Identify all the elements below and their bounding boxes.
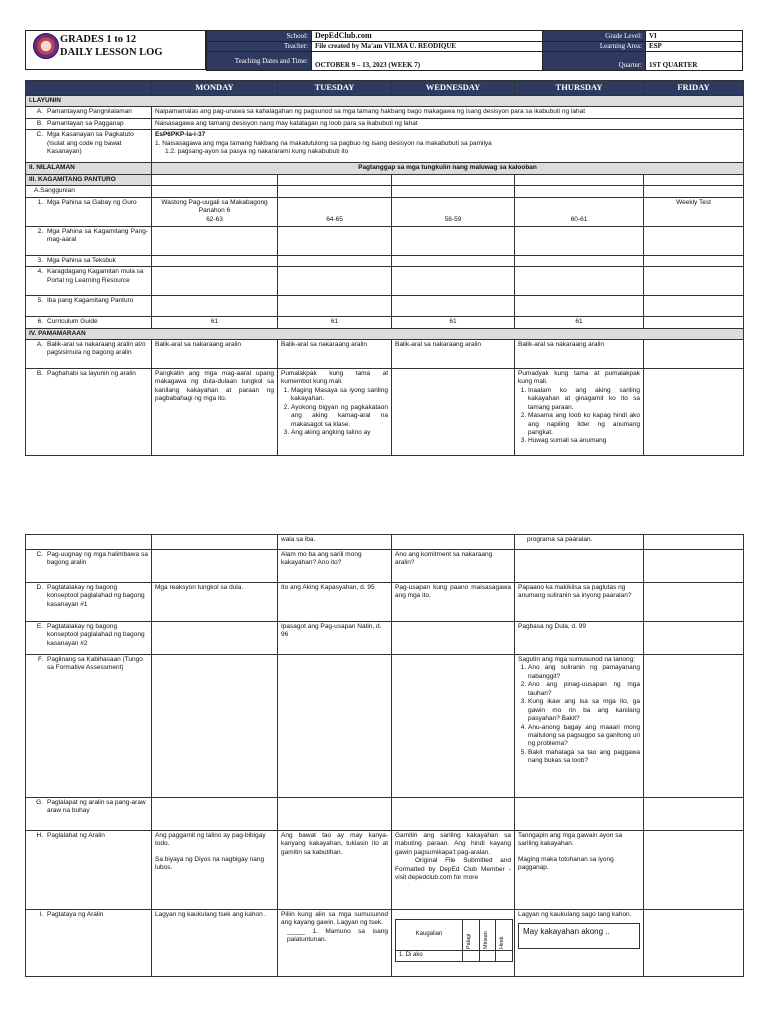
- pagtataya-mon: Lagyan ng kaukulang tsek ang kahon .: [152, 910, 278, 977]
- fri-weekly-test: Weekly Test: [644, 197, 744, 226]
- teacher-value: File created by Ma'am VILMA U. REODIQUE: [312, 42, 543, 52]
- paglalahat-mon-1: Ang paggamit ng talino ay pag-bibigay todo.: [155, 832, 266, 848]
- checkbox-hindi[interactable]: [496, 951, 513, 962]
- row-sanggunian: [26, 186, 744, 197]
- tue-pages: 64-65: [278, 197, 392, 226]
- row-label: Mga Pahina sa Kagamitang Pang-mag-aaral: [47, 227, 148, 244]
- list-item: 2. Masama ang loob ko kapag hindi ako ang napiling lider ng anumang pangkat.: [528, 412, 640, 437]
- paghahabi-mon: Pangkatin ang mga mag-aaral upang makagawa ng dula-dulaan tungkol sa kanilang kakayahan at paraan ng pagbabahagi ng mga ito.: [152, 368, 278, 455]
- row-label: Paglinang sa Kabihasaan (Tungo sa Formative Assessment): [47, 656, 143, 672]
- dates-value: OCTOBER 9 – 13, 2023 (WEEK 7): [312, 52, 543, 71]
- row-label: Karagdagang Kagamitan mula sa Portal ng Learning Resource: [47, 268, 144, 284]
- balik-aral-mon: Balik-aral sa nakaraang aralin: [152, 339, 278, 368]
- paglalahat-mon-2: Sa biyaya ng Diyos na nagbigay nang lubos.: [155, 855, 265, 872]
- checklist-header-kaugalian: Kaugalian: [396, 920, 463, 951]
- day-header-row: [26, 81, 744, 96]
- row-label: Mga Pahina sa Teksbuk: [47, 256, 116, 264]
- row-label: Mga Kasanayan sa Pagkatuto (Isulat ang code ng bawat Kasanayan): [47, 131, 134, 156]
- day-wednesday: WEDNESDAY: [392, 81, 515, 96]
- row-label: Pamantayang Pangnilalaman: [47, 108, 132, 116]
- day-tuesday: TUESDAY: [278, 81, 392, 96]
- row-gabay-ng-guro: 1. Mga Pahina sa Gabay ng Guro Wastong Pag-uugali sa Makabagong Panahon 6 62-63 64-65 58-59 60-61 Weekly Test: [26, 197, 744, 226]
- area-value: ESP: [646, 42, 743, 52]
- row-paglalapat: G. Paglalapat ng aralin sa pang-araw araw na buhay: [26, 798, 744, 831]
- title-line-2: DAILY LESSON LOG: [60, 47, 163, 58]
- row-label: Iba pang Kagamitang Panturo: [47, 297, 134, 305]
- competency-item-2: 1.2. pagsang-ayon sa pasya ng nakararami kung nakabubuti ito: [165, 148, 349, 156]
- checkbox-palagi[interactable]: [463, 951, 480, 962]
- paglinang-thu-intro: Sagutin ang mga sumusunod na tanong:: [518, 656, 636, 663]
- pagtataya-checklist-table: [395, 919, 513, 962]
- row-pagtataya: I. Pagtataya ng Aralin Lagyan ng kaukulang tsek ang kahon . Piliin kung alin sa mga sumusunod ang kayang gawin. Lagyan ng tsek. _____ 1. Mamuno sa isang palatuntunan. Kaugalian Palagi Minsan Hindi 1. Di ako Lagyan ng kaukulang sago tang kahon. May kakayahan akong ..: [26, 910, 744, 977]
- pagtatalakay2-tue: Ipasagot ang Pag-usapan Natin, d. 96: [278, 622, 392, 655]
- list-item: 3. Huwag sumali sa anumang: [528, 437, 640, 445]
- row-kagamitan: [26, 174, 744, 185]
- sanggunian-label: A.Sanggunian: [26, 186, 152, 197]
- header-info-table: [206, 30, 743, 71]
- row-label: Paglalapat ng aralin sa pang-araw araw na buhay: [47, 799, 146, 815]
- balik-aral-wed: Balik-aral sa nakaraang aralin: [392, 339, 515, 368]
- nilalaman-text: Pagtanggap sa mga tungkulin nang maluwag sa kalooban: [152, 163, 744, 174]
- paghahabi-thu-list: [518, 387, 640, 446]
- day-friday: FRIDAY: [644, 81, 744, 96]
- mon-book-title: Wastong Pag-uugali sa Makabagong Panahon 6: [161, 198, 268, 215]
- paglinang-thu-list: [518, 664, 640, 765]
- day-header-blank: [26, 81, 152, 96]
- pagtatalakay1-thu: Papaano ka makikiisa sa paglutas ng anumang suliranin sa inyong paaralan?: [515, 583, 644, 622]
- list-item: 2. Ano ang pinag-uusapan ng mga tauhan?: [528, 681, 640, 698]
- pagtatalakay1-wed: Pag-usapan kung paano maisasagawa ang mga ito.: [392, 583, 515, 622]
- row-pagtatalakay-2: E. Pagtatalakay ng bagong konseptool paglalahad ng bagong kasanayan #2 Ipasagot ang Pag-usapan Natin, d. 96 Pagbasa ng Dula, d. 99: [26, 622, 744, 655]
- wed-pages: 58-59: [392, 197, 515, 226]
- grade-label: Grade Level:: [543, 31, 646, 42]
- row-label: Paghahabi sa layunin ng aralin: [47, 369, 136, 377]
- section-nilalaman: II. NILALAMAN: [26, 163, 152, 174]
- paglalahat-thu-2: Maging maka totohanan sa iyong pagganap.: [518, 855, 614, 872]
- day-monday: MONDAY: [152, 81, 278, 96]
- paglalahat-tue: Ang bawat tao ay may kanya-kanyang kakayahan, tuklasin ito at gamitin sa kabutihan.: [278, 831, 392, 910]
- row-kagamitang-pang-mag-aaral: 2. Mga Pahina sa Kagamitang Pang-mag-aaral: [26, 226, 744, 255]
- cg-tue: 61: [278, 317, 392, 328]
- row-label: Mga Pahina sa Gabay ng Guro: [47, 198, 137, 206]
- paglalahat-wed: Gamitin ang sariling kakayahan sa mabuting paraan. Ang hindi kayang gawin pagsumikapa't pag-aralan.: [395, 832, 511, 856]
- checkbox-minsan[interactable]: [479, 951, 496, 962]
- section-layunin: I.LAYUNIN: [26, 96, 744, 107]
- pag-uugnay-wed: Ano ang komitment sa nakaraang aralin?: [392, 550, 515, 583]
- cont-tue: wala sa iba.: [278, 535, 392, 550]
- list-item: 1. Inaalam ko ang aking sariling kakayahan at ginagamit ko ito sa tamang paraan.: [528, 387, 640, 412]
- row-continuation: [26, 535, 744, 550]
- pagtataya-tue: Piliin kung alin sa mga sumusunod ang kayang gawin. Lagyan ng tsek.: [281, 911, 388, 927]
- list-item: 1. Maging Masaya sa iyong sariling kakayahan.: [291, 387, 388, 404]
- day-thursday: THURSDAY: [515, 81, 644, 96]
- row-label: Balik-aral sa nakaraang aralin at/o pagsisimula ng bagong aralin: [47, 340, 146, 357]
- teacher-label: Teacher:: [207, 42, 312, 52]
- row-iba-pang-kagamitan: 5. Iba pang Kagamitang Panturo: [26, 296, 744, 317]
- checklist-header-palagi: Palagi: [466, 933, 472, 949]
- grade-value: VI: [646, 31, 743, 42]
- list-item: 2. Ayokong bigyan ng pagkakataon ang aking kamag-aral na makasagot sa klase.: [291, 404, 388, 429]
- row-nilalaman: [26, 163, 744, 174]
- row-label: Curriculum Guide: [47, 318, 98, 326]
- cont-thu: programa sa paaralan.: [515, 535, 644, 550]
- row-label: Pagtataya ng Aralin: [47, 911, 104, 918]
- balik-aral-tue: Balik-aral sa nakaraang aralin: [278, 339, 392, 368]
- paglalahat-thu-1: Tanngapin ang mga gawain ayon sa sariling kakayahan.: [518, 832, 623, 848]
- row-text: Naipamamalas ang pag-unawa sa kahalagahan ng pagsunod sa mga tamang hakbang bago makagawa ng isang desisyon para sa ikabubuti ng lahat: [152, 107, 744, 118]
- competency-code: EsP6PKP-Ia-i-37: [155, 131, 206, 139]
- document-title: [60, 33, 163, 59]
- pagtataya-tue-item: _____ 1. Mamuno sa isang palatuntunan.: [287, 927, 388, 944]
- cg-thu: 61: [515, 317, 644, 328]
- list-item: 1. Ano ang suliranin ng pamayanang nabanggit?: [528, 664, 640, 681]
- row-label: Paglalahat ng Aralin: [47, 832, 105, 839]
- checklist-header-minsan: Minsan: [482, 931, 489, 949]
- pagtatalakay1-mon: Mga reaksyon tungkol sa dula.: [152, 583, 278, 622]
- row-text: Naisasagawa ang tamang desisyon nang may katatagan ng loob para sa ikabubuti ng lahat: [152, 118, 744, 129]
- row-paghahabi: B. Paghahabi sa layunin ng aralin Pangkatin ang mga mag-aaral upang makagawa ng dula-dulaan tungkol sa kanilang kakayahan at paraan ng pagbabahagi ng mga ito. Pumalakpak kung tama at kumembot kung mali. 1. Maging Masaya sa iyong sariling kakayahan. 2. Ayokong bigyan ng pagkakataon ang aking kamag-aral na makasagot sa klase. 3. Ang aking angking talino ay Pumadyak kung tama at pumalakpak kung mali. 1. Inaalam ko ang aking sariling kakayahan at ginagamit ko ito sa tamang paraan. 2. Masama ang loob ko kapag hindi ako ang napiling lider ng anumang pangkat. 3. Huwag sumali sa anumang: [26, 368, 744, 455]
- pagtatalakay2-thu: Pagbasa ng Dula, d. 99: [515, 622, 644, 655]
- lesson-grid-page-1: [25, 80, 744, 456]
- row-balik-aral: A. Balik-aral sa nakaraang aralin at/o pagsisimula ng bagong aralin Balik-aral sa nakaraang aralin Balik-aral sa nakaraang aralin Balik-aral sa nakaraang aralin Balik-aral sa nakaraang aralin: [26, 339, 744, 368]
- list-item: 3. Ang aking angking talino ay: [291, 429, 388, 437]
- pagtataya-thu: Lagyan ng kaukulang sago tang kahon.: [518, 911, 632, 918]
- checklist-row-1: 1. Di ako: [396, 951, 463, 962]
- row-label: Pagtatalakay ng bagong konseptool paglalahad ng bagong kasanayan #2: [47, 623, 145, 647]
- area-label: Learning Area:: [543, 42, 646, 52]
- handwritten-answer-box: [518, 923, 640, 949]
- quarter-label: Quarter:: [543, 52, 646, 71]
- list-item: 5. Bakit mahalaga sa tao ang paggawa nang bukas sa loob?: [528, 749, 640, 766]
- row-paglinang: F. Paglinang sa Kabihasaan (Tungo sa Formative Assessment) Sagutin ang mga sumusunod na tanong: 1. Ano ang suliranin ng pamayanang nabanggit? 2. Ano ang pinag-uusapan ng mga tauhan? 3. Kung ikaw ang isa sa mga ito, ga gawin mo rin ba ang kanilang pasyahan? Bakit? 4. Anu-anong bagay ang maaari mong maitulong sa pagsugpo sa ganitong uri ng problema? 5. Bakit mahalaga sa tao ang paggawa nang bukas sa loob?: [26, 655, 744, 798]
- paghahabi-thu-intro: Pumadyak kung tama at pumalakpak kung mali.: [518, 369, 640, 386]
- row-pagtatalakay-1: D. Pagtatalakay ng bagong konseptool paglalahad ng bagong kasanayan #1 Mga reaksyon tungkol sa dula. Ito ang Aking Kapasyahan, d. 95 Pag-usapan kung paano maisasagawa ang mga ito. Papaano ka makikiisa sa paglutas ng anumang suliranin sa inyong paaralan?: [26, 583, 744, 622]
- section-kagamitan: III. KAGAMITANG PANTURO: [26, 174, 152, 185]
- quarter-value: 1ST QUARTER: [646, 52, 743, 71]
- paglalahat-wed-note: Original File Submitted and Formatted by DepEd Club Member - visit depedclub.com for more: [395, 857, 511, 882]
- title-line-1: GRADES 1 to 12: [60, 34, 137, 45]
- dates-label: Teaching Dates and Time:: [207, 52, 312, 71]
- section-pamamaraan: IV. PAMAMARAAN: [26, 328, 744, 339]
- mon-pages: 62-63: [206, 215, 223, 223]
- row-pamantayan-sa-pagganap: B. Pamantayan sa Pagganap Naisasagawa ang tamang desisyon nang may katatagan ng loob para sa ikabubuti ng lahat: [26, 118, 744, 129]
- list-item: 4. Anu-anong bagay ang maaari mong maitulong sa pagsugpo sa ganitong uri ng problema?: [528, 724, 640, 749]
- school-label: School:: [207, 31, 312, 42]
- thu-pages: 60-61: [515, 197, 644, 226]
- paghahabi-tue-list: [281, 387, 388, 438]
- row-portal-learning-resource: 4. Karagdagang Kagamitan mula sa Portal ng Learning Resource: [26, 267, 744, 296]
- row-pamantayang-pangnilalaman: A. Pamantayang Pangnilalaman Naipamamalas ang pag-unawa sa kahalagahan ng pagsunod sa mga tamang hakbang bago makagawa ng isang desisyon para sa ikabubuti ng lahat: [26, 107, 744, 118]
- row-label: Pagtatalakay ng bagong konseptool paglalahad ng bagong kasanayan #1: [47, 584, 145, 608]
- row-curriculum-guide: 6. Curriculum Guide 61 61 61 61: [26, 317, 744, 328]
- row-kasanayan: C. Mga Kasanayan sa Pagkatuto (Isulat ang code ng bawat Kasanayan) EsP6PKP-Ia-i-37 1. Naisasagawa ang mga tamang hakbang na makatutulong sa pagbuo ng isang desisyon na makabubuti sa pamilya 1.2. pagsang-ayon sa pasya ng nakararami kung nakabubuti ito: [26, 130, 744, 163]
- checklist-header-hindi: Hindi: [499, 936, 506, 949]
- row-label: Pamantayan sa Pagganap: [47, 119, 124, 127]
- list-item: 3. Kung ikaw ang isa sa mga ito, ga gawin mo rin ba ang kanilang pasyahan? Bakit?: [528, 698, 640, 723]
- row-paglalahat: H. Paglalahat ng Aralin Ang paggamit ng talino ay pag-bibigay todo. Sa biyaya ng Diyos na nagbigay nang lubos. Ang bawat tao ay may kanya-kanyang kakayahan, tuklasin ito at gamitin sa kabutihan. Gamitin ang sariling kakayahan sa mabuting paraan. Ang hindi kayang gawin pagsumikapa't pag-aralan. Original File Submitted and Formatted by DepEd Club Member - visit depedclub.com for more Tanngapin ang mga gawain ayon sa sariling kakayahan. Maging maka totohanan sa iyong pagganap.: [26, 831, 744, 910]
- school-value: DepEdClub.com: [312, 31, 543, 42]
- pag-uugnay-tue: Alam mo ba ang sarili mong kakayahan? Ano ito?: [278, 550, 392, 583]
- paghahabi-tue-intro: Pumalakpak kung tama at kumembot kung mali.: [281, 369, 388, 386]
- lesson-grid-page-2: [25, 534, 744, 977]
- row-pag-uugnay: C. Pag-uugnay ng mga halimbawa sa bagong aralin Alam mo ba ang sarili mong kakayahan? Ano ito? Ano ang komitment sa nakaraang aralin?: [26, 550, 744, 583]
- row-label: Pag-uugnay ng mga halimbawa sa bagong aralin: [47, 551, 148, 567]
- handwritten-answer: May kakayahan akong ..: [523, 927, 610, 937]
- cg-wed: 61: [392, 317, 515, 328]
- pagtatalakay1-tue: Ito ang Aking Kapasyahan, d. 95: [278, 583, 392, 622]
- competency-item-1: 1. Naisasagawa ang mga tamang hakbang na makatutulong sa pagbuo ng isang desisyon na makabubuti sa pamilya: [155, 139, 492, 147]
- cg-mon: 61: [152, 317, 278, 328]
- balik-aral-thu: Balik-aral sa nakaraang aralin: [515, 339, 644, 368]
- deped-seal-logo: [33, 33, 59, 59]
- row-teksbuk: 3. Mga Pahina sa Teksbuk: [26, 255, 744, 266]
